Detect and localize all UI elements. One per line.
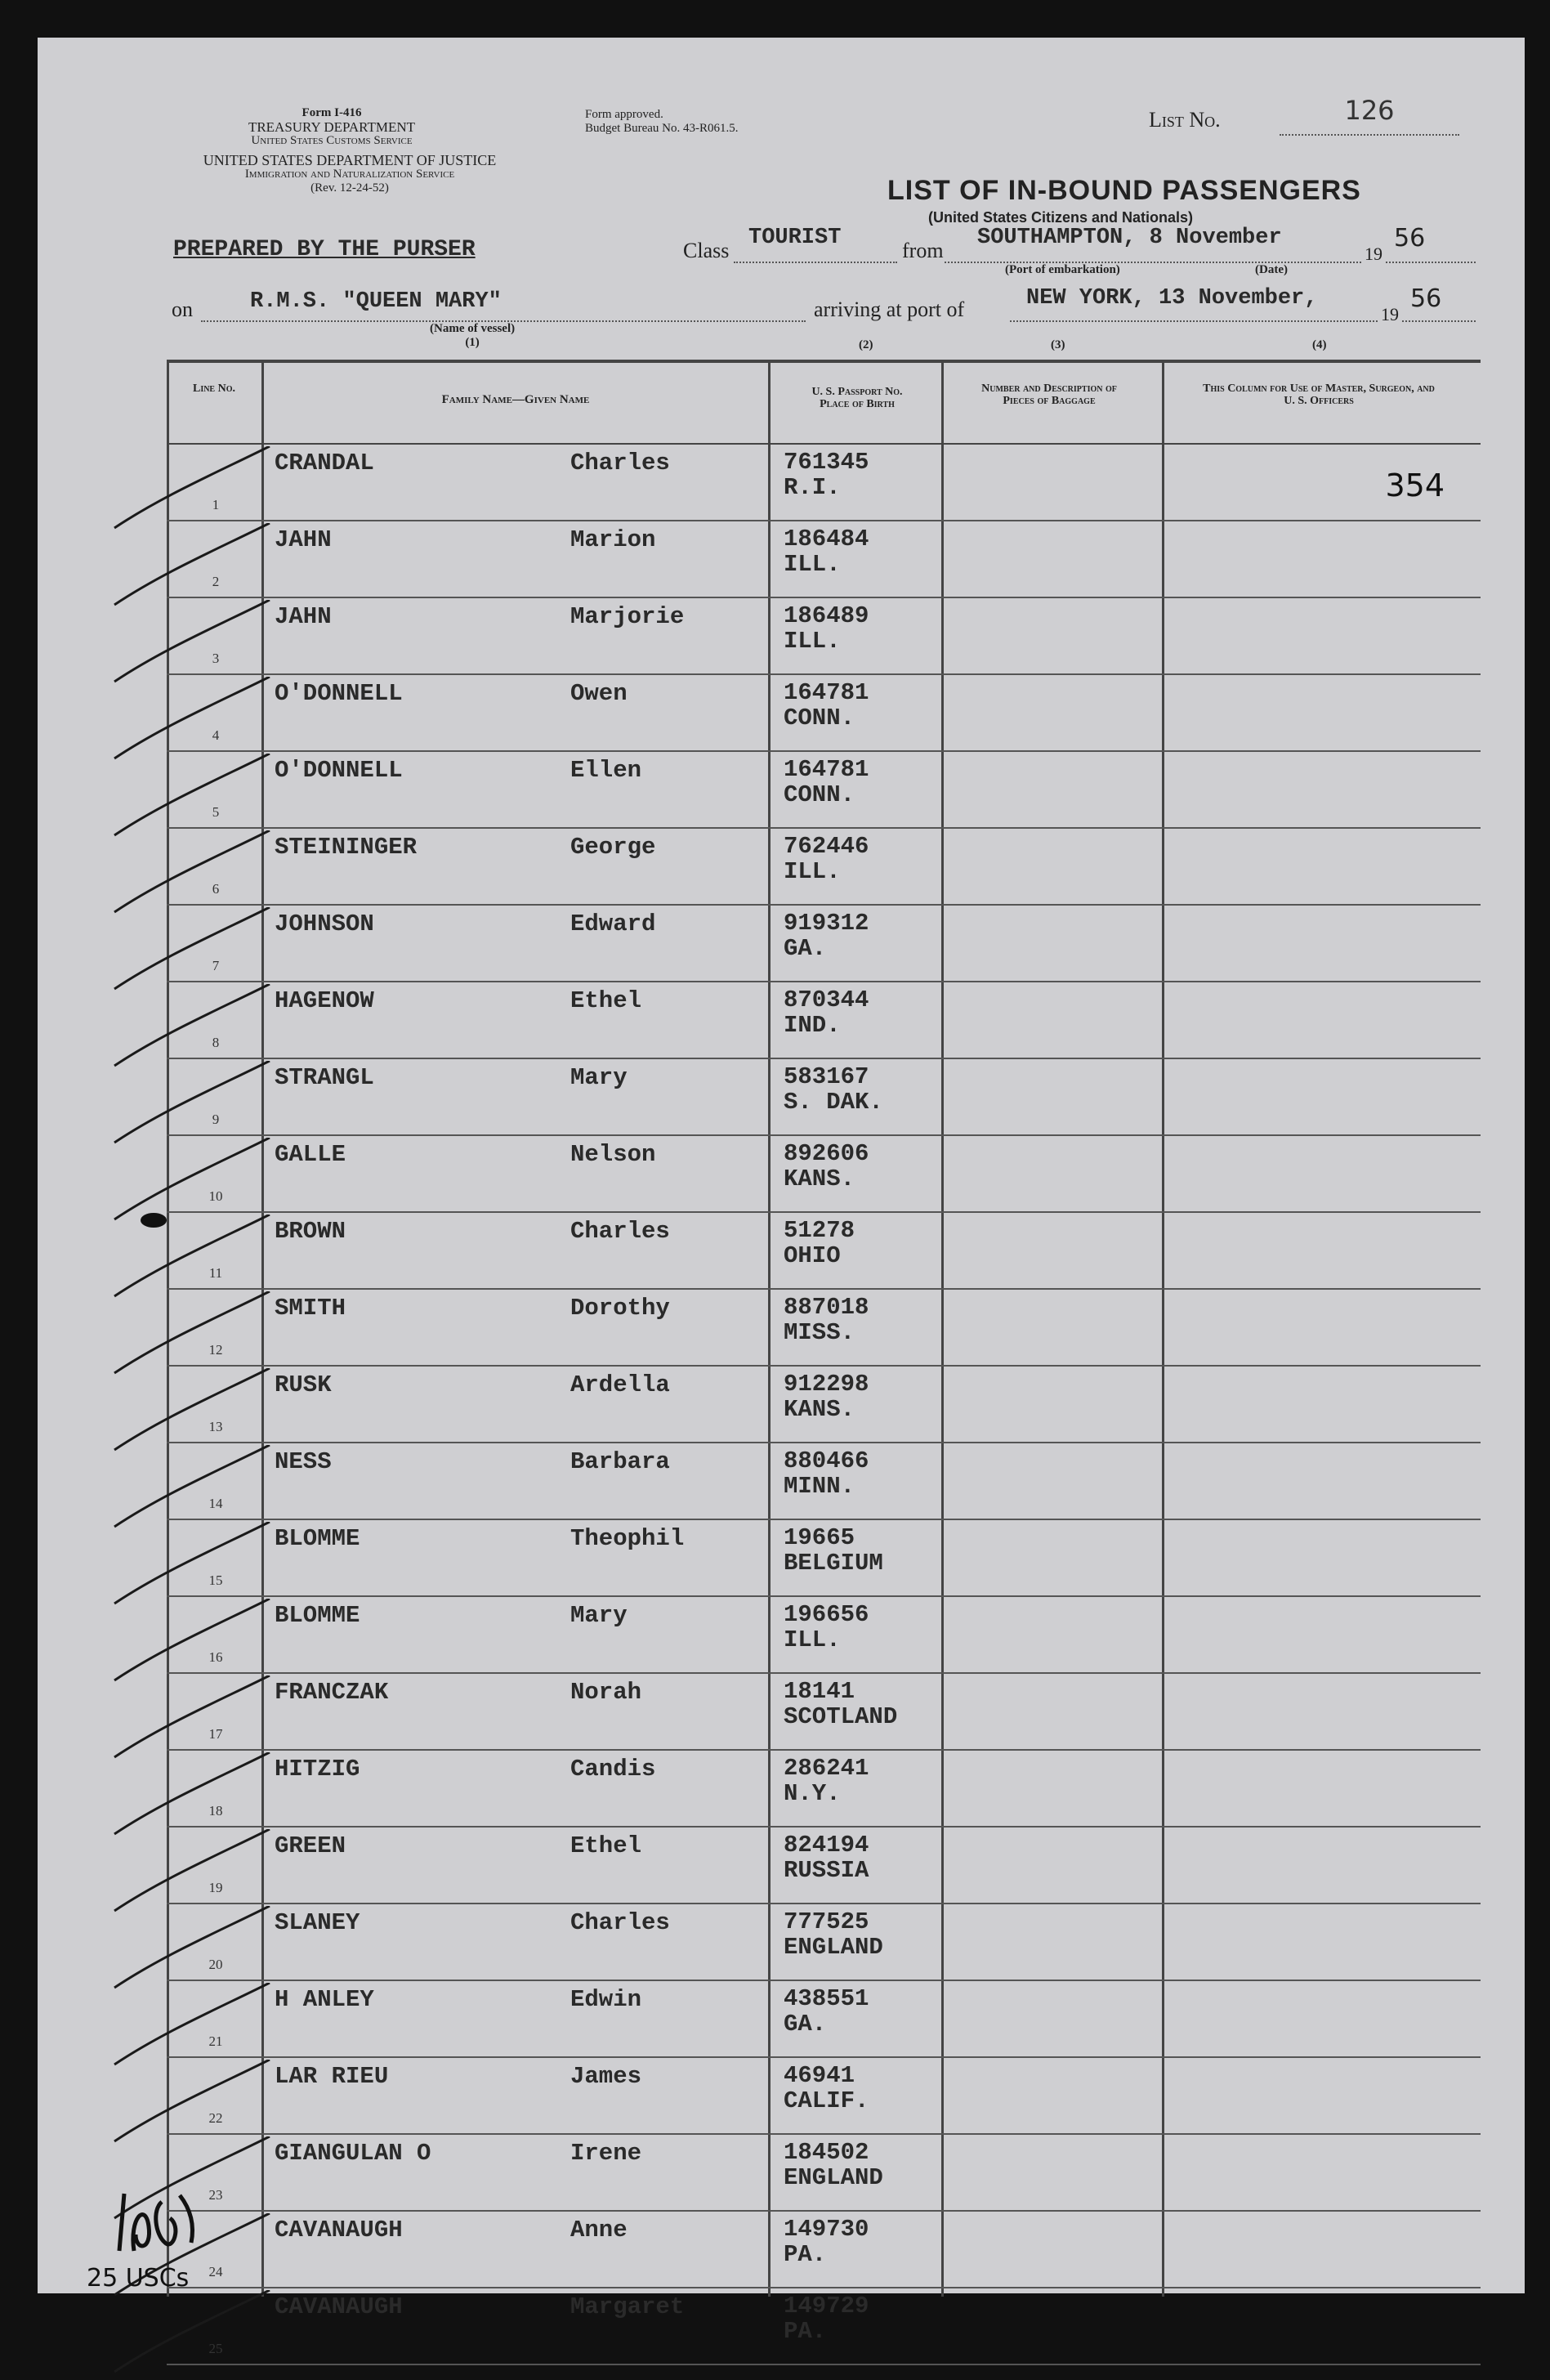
family-name: H ANLEY	[275, 1986, 374, 2013]
line-number: 10	[208, 1188, 223, 1204]
table-row	[167, 750, 1481, 829]
table-row	[167, 827, 1481, 906]
table-row	[167, 1826, 1481, 1904]
place-of-birth: MISS.	[784, 1319, 855, 1346]
place-of-birth: CONN.	[784, 705, 855, 731]
passport-number: 19665	[784, 1524, 855, 1551]
prepared-by: PREPARED BY THE PURSER	[173, 237, 476, 262]
line-number: 15	[208, 1572, 223, 1588]
given-name: Theophil	[570, 1525, 685, 1552]
class-label: Class	[683, 239, 730, 262]
line-number: 6	[212, 881, 220, 897]
header-officers: This Column for Use of Master, Surgeon, and U. S. Officers	[1203, 382, 1435, 407]
table-row	[167, 1365, 1481, 1443]
given-name: Edwin	[570, 1986, 642, 2013]
family-name: JOHNSON	[275, 910, 374, 937]
place-of-birth: N.Y.	[784, 1780, 841, 1807]
given-name: Ellen	[570, 757, 642, 784]
passport-number: 583167	[784, 1063, 869, 1090]
given-name: Edward	[570, 910, 656, 937]
given-name: Margaret	[570, 2293, 685, 2320]
given-name: Norah	[570, 1679, 642, 1706]
table-row	[167, 981, 1481, 1059]
place-of-birth: RUSSIA	[784, 1857, 869, 1884]
header-line-no: Line No.	[192, 382, 235, 395]
family-name: NESS	[275, 1448, 332, 1475]
form-approved-block	[585, 108, 814, 136]
passport-number: 164781	[784, 679, 869, 706]
line-number: 19	[208, 1880, 223, 1895]
given-name: Marjorie	[570, 603, 685, 630]
given-name: Charles	[570, 1909, 670, 1936]
table-row	[167, 1134, 1481, 1213]
passport-number: 186484	[784, 526, 869, 552]
passport-number: 164781	[784, 756, 869, 783]
family-name: O'DONNELL	[275, 680, 403, 707]
passport-cell	[784, 2140, 883, 2190]
line-number: 4	[212, 727, 220, 743]
line-number: 13	[208, 1419, 223, 1434]
family-name: GALLE	[275, 1141, 346, 1168]
passport-number: 880466	[784, 1447, 869, 1474]
family-name: CRANDAL	[275, 450, 374, 476]
budget-bureau-no: Budget Bureau No. 43-R061.5.	[585, 122, 739, 135]
table-row	[167, 1903, 1481, 1981]
place-of-birth: ILL.	[784, 551, 841, 578]
year-prefix-2: 19	[1381, 304, 1399, 324]
passport-number: 824194	[784, 1832, 869, 1859]
family-name: CAVANAUGH	[275, 2217, 403, 2244]
given-name: Owen	[570, 680, 628, 707]
list-no-line	[1280, 134, 1459, 136]
family-name: CAVANAUGH	[275, 2293, 403, 2320]
arriving-line	[1010, 320, 1378, 322]
year-line	[1386, 262, 1476, 263]
passenger-table	[167, 360, 1481, 2356]
line-number: 9	[212, 1112, 220, 1127]
year-value-2: 56	[1410, 284, 1442, 313]
passport-number: 149730	[784, 2216, 869, 2243]
line-number: 18	[208, 1803, 223, 1819]
page-title: LIST OF IN-BOUND PASSENGERS	[887, 175, 1361, 206]
given-name: Candis	[570, 1756, 656, 1783]
line-number: 14	[208, 1496, 223, 1511]
vessel-col-num: (1)	[465, 336, 480, 349]
given-name: Mary	[570, 1064, 628, 1091]
passport-number: 887018	[784, 1294, 869, 1321]
given-name: Barbara	[570, 1448, 670, 1475]
family-name: FRANCZAK	[275, 1679, 389, 1706]
passport-cell	[784, 603, 869, 654]
line-number: 12	[208, 1342, 223, 1358]
place-of-birth: ILL.	[784, 628, 841, 655]
place-of-birth: GA.	[784, 2011, 827, 2038]
place-of-birth: CONN.	[784, 781, 855, 808]
family-name: SLANEY	[275, 1909, 360, 1936]
place-of-birth: IND.	[784, 1012, 841, 1039]
given-name: Ethel	[570, 987, 642, 1014]
family-name: JAHN	[275, 526, 332, 553]
passport-number: 184502	[784, 2139, 869, 2166]
table-row	[167, 2133, 1481, 2212]
family-name: RUSK	[275, 1371, 332, 1398]
line-number: 16	[208, 1649, 223, 1665]
passport-cell	[784, 2217, 869, 2267]
given-name: Nelson	[570, 1141, 656, 1168]
passport-cell	[784, 910, 869, 961]
passport-number: 186489	[784, 602, 869, 629]
family-name: BROWN	[275, 1218, 346, 1245]
class-value: TOURIST	[748, 226, 842, 250]
table-row	[167, 443, 1481, 521]
passport-number: 18141	[784, 1678, 855, 1705]
table-row	[167, 520, 1481, 598]
dept-block	[170, 154, 529, 195]
passport-cell	[784, 1448, 869, 1499]
vessel-caption-block	[430, 322, 515, 350]
line-number: 8	[212, 1035, 220, 1050]
passport-number: 870344	[784, 986, 869, 1013]
table-row	[167, 1288, 1481, 1367]
table-row	[167, 2287, 1481, 2365]
passport-cell	[784, 1986, 869, 2037]
col-num-4: (4)	[1312, 338, 1327, 351]
form-number-block	[209, 106, 454, 148]
passport-number: 46941	[784, 2062, 855, 2089]
place-of-birth: CALIF.	[784, 2087, 869, 2114]
table-row	[167, 904, 1481, 982]
place-of-birth: KANS.	[784, 1396, 855, 1423]
from-label: from	[902, 239, 944, 262]
vessel-value: R.M.S. "QUEEN MARY"	[250, 289, 502, 314]
passport-number: 149729	[784, 2293, 869, 2320]
line-number: 5	[212, 804, 220, 820]
place-of-birth: ENGLAND	[784, 2164, 883, 2191]
table-row	[167, 597, 1481, 675]
family-name: STEININGER	[275, 834, 418, 861]
year-line-2	[1402, 320, 1476, 322]
passport-cell	[784, 1679, 897, 1729]
header-name: Family Name—Given Name	[441, 393, 590, 406]
passport-number: 761345	[784, 449, 869, 476]
port-caption: (Port of embarkation)	[1005, 263, 1120, 276]
treasury-dept: TREASURY DEPARTMENT	[248, 119, 416, 135]
passport-cell	[784, 1525, 883, 1576]
table-row	[167, 1980, 1481, 2058]
form-approved: Form approved.	[585, 108, 663, 121]
line-number: 22	[208, 2110, 223, 2126]
given-name: Charles	[570, 450, 670, 476]
table-row	[167, 1211, 1481, 1290]
passport-cell	[784, 526, 869, 577]
passport-number: 438551	[784, 1985, 869, 2012]
col-num-2: (2)	[859, 338, 873, 351]
on-label: on	[172, 298, 193, 321]
date-caption: (Date)	[1255, 263, 1288, 276]
passport-cell	[784, 1909, 883, 1960]
vessel-caption: (Name of vessel)	[430, 322, 516, 335]
ins-service: Immigration and Naturalization Service	[244, 168, 455, 181]
ink-blot	[137, 1208, 170, 1237]
check-mark	[106, 2290, 278, 2380]
officer-note: 354	[1385, 468, 1445, 503]
given-name: Charles	[570, 1218, 670, 1245]
line-number: 17	[208, 1726, 223, 1742]
table-row	[167, 2210, 1481, 2288]
page-subtitle: (United States Citizens and Nationals)	[928, 209, 1194, 226]
form-number: Form I-416	[302, 106, 362, 119]
year-prefix: 19	[1365, 244, 1382, 264]
arriving-label: arriving at port of	[814, 298, 965, 321]
passport-cell	[784, 834, 869, 884]
family-name: JAHN	[275, 603, 332, 630]
line-number: 25	[208, 2341, 223, 2356]
family-name: BLOMME	[275, 1602, 360, 1629]
family-name: GREEN	[275, 1832, 346, 1859]
passport-number: 196656	[784, 1601, 869, 1628]
line-number: 11	[208, 1265, 223, 1281]
passport-cell	[784, 1602, 869, 1653]
passport-cell	[784, 1141, 869, 1192]
passport-number: 762446	[784, 833, 869, 860]
line-number: 20	[208, 1957, 223, 1972]
header-baggage: Number and Description of Pieces of Baggage	[981, 382, 1117, 407]
line-number: 2	[212, 574, 220, 589]
dept-justice: UNITED STATES DEPARTMENT OF JUSTICE	[203, 152, 497, 168]
manifest-sheet	[38, 38, 1525, 2356]
table-row	[167, 2056, 1481, 2135]
place-of-birth: SCOTLAND	[784, 1703, 898, 1730]
given-name: Marion	[570, 526, 656, 553]
table-row	[167, 1749, 1481, 1828]
family-name: SMITH	[275, 1295, 346, 1322]
from-value: SOUTHAMPTON, 8 November	[977, 226, 1282, 250]
place-of-birth: KANS.	[784, 1165, 855, 1192]
year-value: 56	[1394, 224, 1426, 253]
family-name: GIANGULAN O	[275, 2140, 431, 2167]
passport-cell	[784, 2063, 869, 2114]
passport-cell	[784, 2293, 869, 2344]
table-row	[167, 1519, 1481, 1597]
table-row	[167, 673, 1481, 752]
passport-number: 892606	[784, 1140, 869, 1167]
passport-cell	[784, 1832, 869, 1883]
passport-cell	[784, 1295, 869, 1345]
passport-number: 51278	[784, 1217, 855, 1244]
table-row	[167, 1672, 1481, 1751]
class-line	[734, 262, 897, 263]
family-name: HAGENOW	[275, 987, 374, 1014]
place-of-birth: OHIO	[784, 1242, 841, 1269]
line-number: 23	[208, 2187, 223, 2203]
table-header	[167, 365, 1481, 445]
place-of-birth: ILL.	[784, 1626, 841, 1653]
list-no-value: 126	[1344, 95, 1395, 126]
given-name: Mary	[570, 1602, 628, 1629]
given-name: George	[570, 834, 656, 861]
table-row	[167, 1058, 1481, 1136]
line-number: 24	[208, 2264, 223, 2279]
header-passport: U. S. Passport No. Place of Birth	[811, 386, 903, 410]
passport-cell	[784, 757, 869, 808]
place-of-birth: GA.	[784, 935, 827, 962]
given-name: Ethel	[570, 1832, 642, 1859]
place-of-birth: PA.	[784, 2318, 827, 2345]
given-name: Dorothy	[570, 1295, 670, 1322]
passport-cell	[784, 1218, 855, 1268]
given-name: Anne	[570, 2217, 628, 2244]
passport-number: 919312	[784, 910, 869, 937]
passport-number: 912298	[784, 1371, 869, 1398]
place-of-birth: ILL.	[784, 858, 841, 885]
place-of-birth: ENGLAND	[784, 1934, 883, 1961]
passport-cell	[784, 987, 869, 1038]
line-number: 3	[212, 651, 220, 666]
given-name: James	[570, 2063, 642, 2090]
passport-cell	[784, 1371, 869, 1422]
place-of-birth: MINN.	[784, 1473, 855, 1500]
table-row	[167, 1442, 1481, 1520]
passport-cell	[784, 450, 869, 500]
line-number: 1	[212, 497, 220, 512]
arriving-value: NEW YORK, 13 November,	[1026, 286, 1318, 311]
passport-cell	[784, 1064, 883, 1115]
place-of-birth: S. DAK.	[784, 1089, 883, 1116]
margin-tally-scribble	[113, 2185, 211, 2259]
table-row	[167, 1595, 1481, 1674]
family-name: BLOMME	[275, 1525, 360, 1552]
place-of-birth: R.I.	[784, 474, 841, 501]
line-number: 21	[208, 2033, 223, 2049]
passport-cell	[784, 1756, 869, 1806]
place-of-birth: PA.	[784, 2241, 827, 2268]
family-name: LAR RIEU	[275, 2063, 389, 2090]
col-num-3: (3)	[1051, 338, 1065, 351]
passport-cell	[784, 680, 869, 731]
family-name: HITZIG	[275, 1756, 360, 1783]
passport-number: 286241	[784, 1755, 869, 1782]
passport-number: 777525	[784, 1908, 869, 1935]
family-name: O'DONNELL	[275, 757, 403, 784]
family-name: STRANGL	[275, 1064, 374, 1091]
list-no-label: List No.	[1149, 108, 1221, 132]
customs-service: United States Customs Service	[251, 134, 413, 147]
given-name: Irene	[570, 2140, 642, 2167]
place-of-birth: BELGIUM	[784, 1550, 883, 1577]
revision-date: (Rev. 12-24-52)	[310, 181, 389, 195]
line-number: 7	[212, 958, 220, 973]
margin-note: 25 USCs	[87, 2264, 190, 2293]
given-name: Ardella	[570, 1371, 670, 1398]
